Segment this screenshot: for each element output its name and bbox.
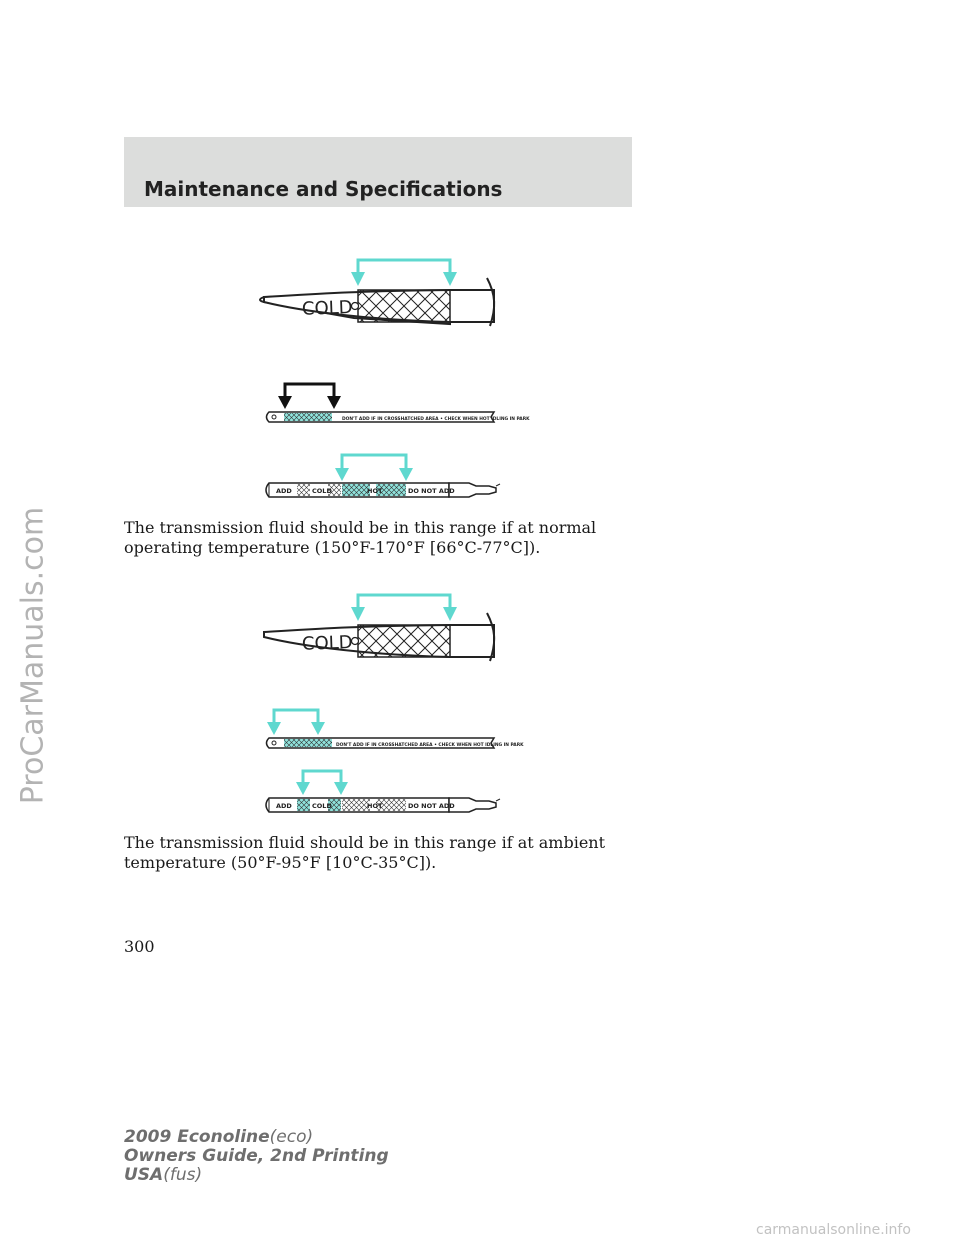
footer-region-code: (fus)	[163, 1165, 203, 1185]
dipstick-figure-cold	[124, 585, 632, 820]
label-cold: COLD	[312, 487, 332, 495]
section-title: Maintenance and Specifications	[144, 177, 503, 201]
label-do-not-add-2: DO NOT ADD	[408, 802, 455, 810]
large-dipstick-label: COLD	[301, 297, 353, 320]
side-watermark-text: ProCarManuals.com	[15, 506, 51, 804]
bottom-watermark: carmanualsonline.info	[756, 1222, 911, 1238]
thin-dipstick-label: DON'T ADD IF IN CROSSHATCHED AREA • CHECK WHEN HOT IDLING IN PARK	[342, 417, 530, 422]
label-do-not-add: DO NOT ADD	[408, 487, 455, 495]
large-dipstick-label-2: COLD	[301, 632, 353, 655]
range-arrow-labeled-2	[296, 771, 348, 795]
range-arrow-labeled	[335, 455, 413, 481]
labeled-dipstick	[266, 483, 500, 497]
large-dipstick-2	[264, 613, 494, 661]
label-hot: HOT	[367, 487, 383, 495]
footer-region: USA	[124, 1165, 164, 1185]
label-cold-2: COLD	[312, 802, 332, 810]
labeled-dipstick-2	[266, 798, 500, 812]
range-arrow-large	[351, 260, 457, 286]
label-add: ADD	[276, 487, 292, 495]
caption-ambient: The transmission fluid should be in this range if at ambient temperature (50°F-95°F [10°C-35°C]).	[124, 833, 606, 872]
range-arrow-large-2	[351, 595, 457, 621]
label-add-2: ADD	[276, 802, 292, 810]
thin-dipstick	[267, 412, 531, 422]
page-number: 300	[124, 937, 155, 956]
thin-dipstick-2	[267, 738, 525, 748]
section-header	[124, 137, 632, 207]
thin-dipstick-label-2: DON'T ADD IF IN CROSSHATCHED AREA • CHECK WHEN HOT IDLING IN PARK	[336, 743, 524, 748]
large-dipstick	[260, 278, 494, 326]
side-watermark	[0, 505, 78, 805]
dipstick-figure-hot	[124, 250, 632, 510]
footer-model-code: (eco)	[269, 1127, 314, 1147]
footer-guide: Owners Guide, 2nd Printing	[124, 1146, 389, 1166]
range-arrow-thin	[278, 384, 341, 409]
footer-model: 2009 Econoline	[124, 1127, 270, 1147]
label-hot-2: HOT	[367, 802, 383, 810]
caption-normal-operating: The transmission fluid should be in this range if at normal operating temperature (150°F-170°F [66°C-77°C]).	[124, 518, 597, 557]
range-arrow-thin-2	[267, 710, 325, 735]
document-footer	[124, 1128, 389, 1185]
